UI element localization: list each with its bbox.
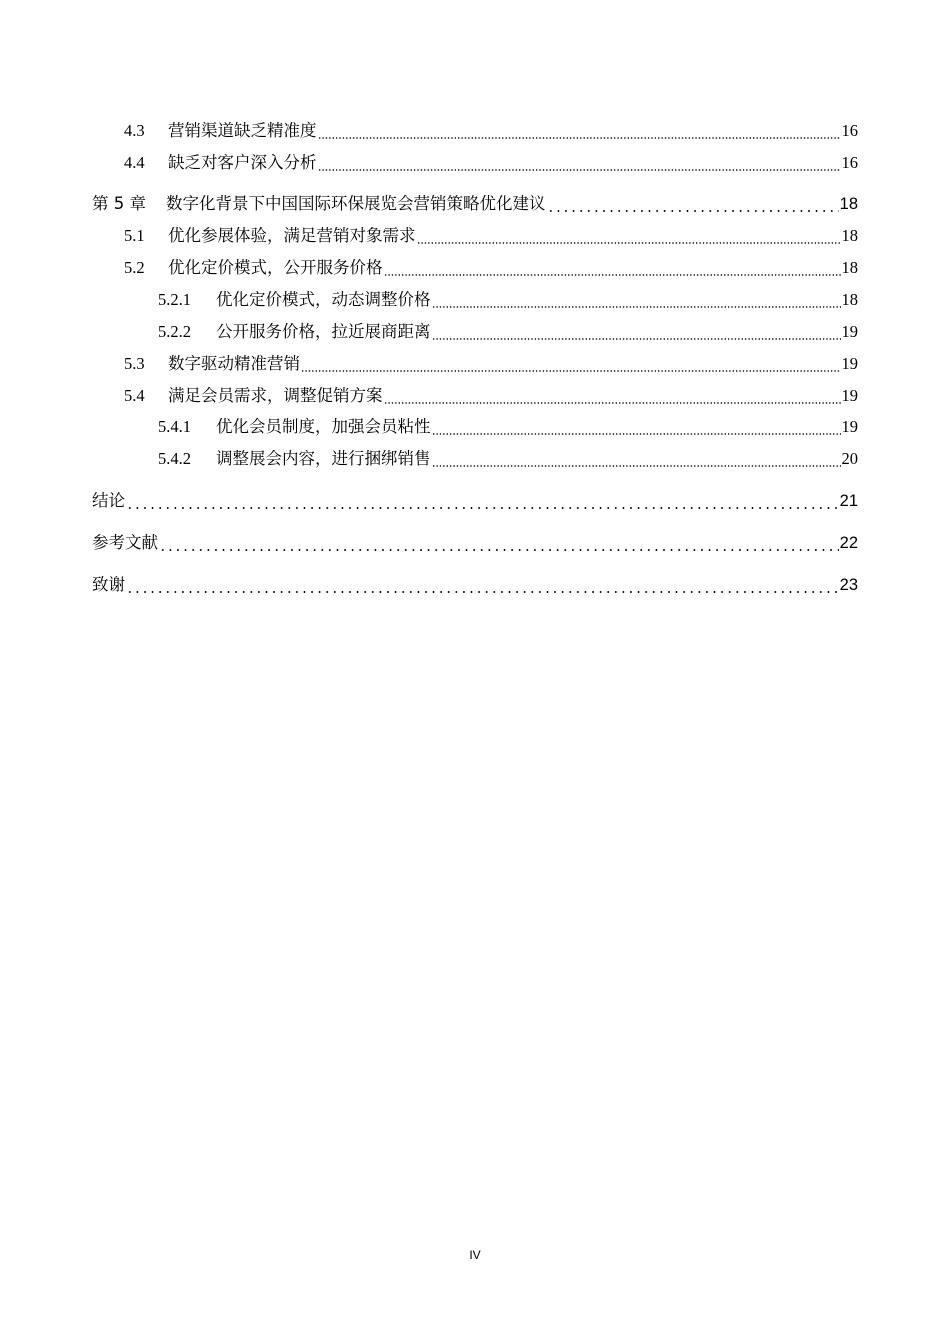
toc-title: 数字驱动精准营销 (168, 354, 300, 373)
toc-page: 19 (841, 322, 858, 341)
toc-acknowledgements-entry[interactable] (0, 573, 858, 597)
toc-page: 20 (841, 449, 858, 468)
dot-leader (432, 447, 841, 471)
toc-title: 参考文献 (92, 533, 158, 552)
toc-page: 16 (841, 121, 858, 140)
dot-leader (432, 320, 841, 344)
toc-title: 结论 (92, 491, 125, 510)
toc-title: 营销渠道缺乏精准度 (168, 121, 317, 140)
dot-leader (159, 531, 839, 555)
toc-entry[interactable] (0, 384, 858, 408)
dot-leader (318, 151, 841, 175)
toc-page: 18 (841, 290, 858, 309)
toc-title: 优化会员制度，加强会员粘性 (216, 417, 431, 436)
toc-number: 5.4 (124, 386, 145, 405)
dot-leader (126, 573, 839, 597)
toc-page: 18 (841, 258, 858, 277)
dot-leader (384, 384, 841, 408)
toc-number: 5.2 (124, 258, 145, 277)
toc-references-entry[interactable] (0, 531, 858, 555)
toc-title: 满足会员需求，调整促销方案 (168, 386, 383, 405)
page-number-footer: IV (469, 1248, 481, 1262)
toc-title: 调整展会内容，进行捆绑销售 (216, 449, 431, 468)
toc-entry[interactable] (0, 320, 858, 344)
dot-leader (318, 119, 841, 143)
toc-number: 5.3 (124, 354, 145, 373)
dot-leader (432, 288, 841, 312)
toc-conclusion-entry[interactable] (0, 489, 858, 513)
toc-title: 致谢 (92, 575, 125, 594)
toc-page: 18 (841, 226, 858, 245)
toc-title: 优化参展体验，满足营销对象需求 (168, 226, 416, 245)
toc-page: 19 (841, 417, 858, 436)
toc-number: 5.4.1 (158, 417, 191, 436)
toc-page: 22 (839, 534, 858, 552)
toc-chapter-entry[interactable] (0, 192, 858, 216)
toc-entry[interactable] (0, 151, 858, 175)
dot-leader (417, 224, 841, 248)
dot-leader (547, 192, 839, 216)
toc-entry[interactable] (0, 352, 858, 376)
toc-entry[interactable] (0, 415, 858, 439)
toc-number: 5.2.2 (158, 322, 191, 341)
dot-leader (384, 256, 841, 280)
toc-title: 公开服务价格，拉近展商距离 (216, 322, 431, 341)
toc-title: 数字化背景下中国国际环保展览会营销策略优化建议 (166, 194, 546, 213)
toc-entry[interactable] (0, 119, 858, 143)
toc-number: 5.4.2 (158, 449, 191, 468)
toc-entry[interactable] (0, 224, 858, 248)
toc-title: 优化定价模式，动态调整价格 (216, 290, 431, 309)
toc-title: 优化定价模式，公开服务价格 (168, 258, 383, 277)
toc-page: 19 (841, 354, 858, 373)
toc-page: 23 (839, 576, 858, 594)
toc-page: 19 (841, 386, 858, 405)
toc-entry[interactable] (0, 447, 858, 471)
toc-number: 5.1 (124, 226, 145, 245)
toc-page: 16 (841, 153, 858, 172)
toc-number: 5.2.1 (158, 290, 191, 309)
toc-number: 第 5 章 (92, 194, 146, 213)
dot-leader (301, 352, 841, 376)
toc-number: 4.3 (124, 121, 145, 140)
toc-page: 18 (839, 195, 858, 213)
toc-number: 4.4 (124, 153, 145, 172)
toc-entry[interactable] (0, 256, 858, 280)
dot-leader (126, 489, 839, 513)
dot-leader (432, 415, 841, 439)
toc-title: 缺乏对客户深入分析 (168, 153, 317, 172)
toc-entry[interactable] (0, 288, 858, 312)
toc-page: 21 (839, 492, 858, 510)
